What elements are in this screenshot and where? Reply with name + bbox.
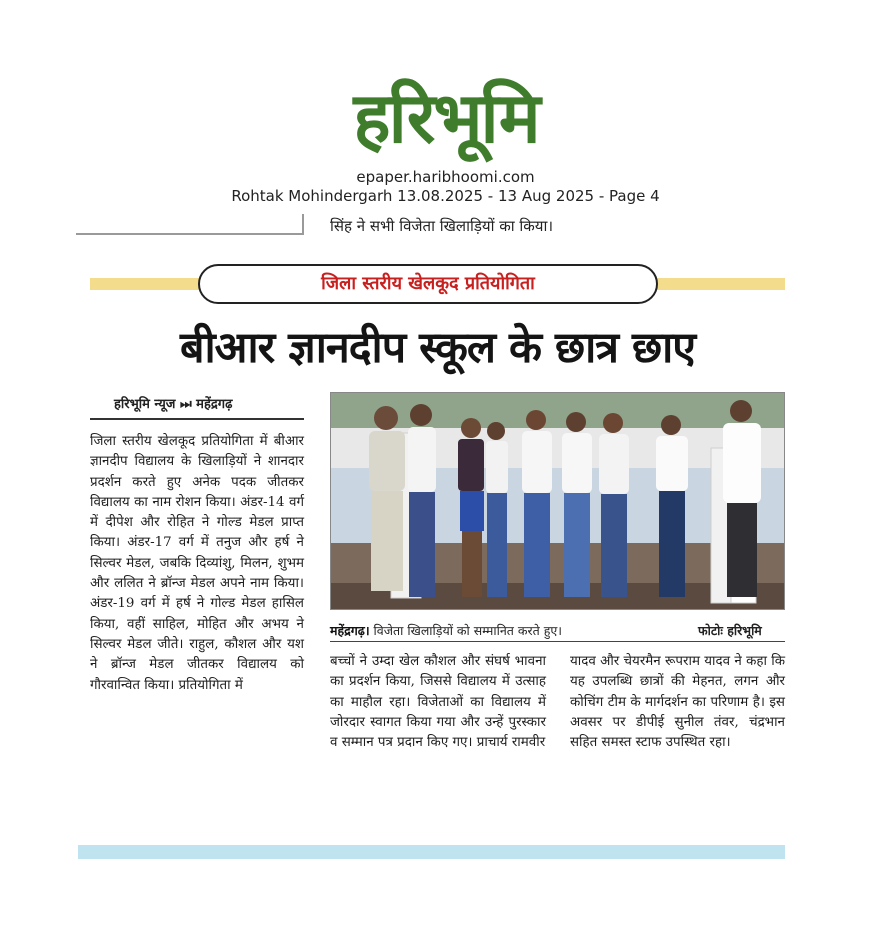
winners-group-photo xyxy=(330,392,785,610)
article-body-column-1: जिला स्तरीय खेलकूद प्रतियोगिता में बीआर ज्ञानदीप विद्यालय के खिलाड़ियों ने शानदार प्रदर्शन करते हुए अनेक पदक जीतकर विद्यालय का नाम रोशन किया। अंडर-14 वर्ग में दीपेश और रोहित ने गोल्ड मेडल प्राप्त किया। अंडर-17 वर्ग में तनुज और हर्ष ने सिल्वर मेडल, जबकि दिव्यांशु, मिलन, शुभम और ललित ने ब्रॉन्ज मेडल अपने नाम किया। अंडर-19 वर्ग में हर्ष ने गोल्ड मेडल हासिल किया, वहीं साहिल, मोहित और अभय ने सिल्वर मेडल जीते। राहुल, कौशल और यश ने ब्रॉन्ज मेडल जीतकर विद्यालय को गौरवान्वित किया। प्रतियोगिता में xyxy=(90,434,304,693)
previous-story-divider xyxy=(76,233,304,235)
previous-story-vertical-divider xyxy=(302,214,304,235)
haribhoomi-logo: हरिभूमि xyxy=(353,77,539,159)
epaper-site-url[interactable]: epaper.haribhoomi.com xyxy=(356,168,535,186)
byline-divider xyxy=(90,418,304,420)
article-byline: हरिभूमि न्यूज ⏭ महेंद्रगढ़ xyxy=(114,397,233,412)
caption-place: महेंद्रगढ़। xyxy=(330,623,370,638)
edition-info: Rohtak Mohindergarh 13.08.2025 - 13 Aug 2025 - Page 4 xyxy=(231,187,660,205)
article-headline: बीआर ज्ञानदीप स्कूल के छात्र छाए xyxy=(179,323,696,373)
article-body-column-3: यादव और चेयरमैन रूपराम यादव ने कहा कि यह उपलब्धि छात्रों की मेहनत, लगन और कोचिंग टीम के मार्गदर्शन का परिणाम है। इस अवसर पर डीपीई सुनील तंवर, चंद्रभान सहित समस्त स्टाफ उपस्थित रहा। xyxy=(570,654,785,751)
caption-divider xyxy=(330,641,785,642)
caption-text: विजेता खिलाड़ियों को सम्मानित करते हुए। xyxy=(369,623,562,638)
previous-story-fragment: सिंह ने सभी विजेता खिलाड़ियों का किया। xyxy=(330,217,554,235)
photo-caption xyxy=(330,622,562,639)
next-story-band xyxy=(78,845,785,859)
article-kicker: जिला स्तरीय खेलकूद प्रतियोगिता xyxy=(198,264,658,304)
photo-credit: फोटोः हरिभूमि xyxy=(698,623,762,638)
article-body-column-2: बच्चों ने उम्दा खेल कौशल और संघर्ष भावना का प्रदर्शन किया, जिससे विद्यालय में उत्साह का माहौल रहा। विजेताओं का विद्यालय में जोरदार स्वागत किया गया और उन्हें पुरस्कार व सम्मान पत्र प्रदान किए गए। प्राचार्य रामवीर xyxy=(330,654,546,751)
